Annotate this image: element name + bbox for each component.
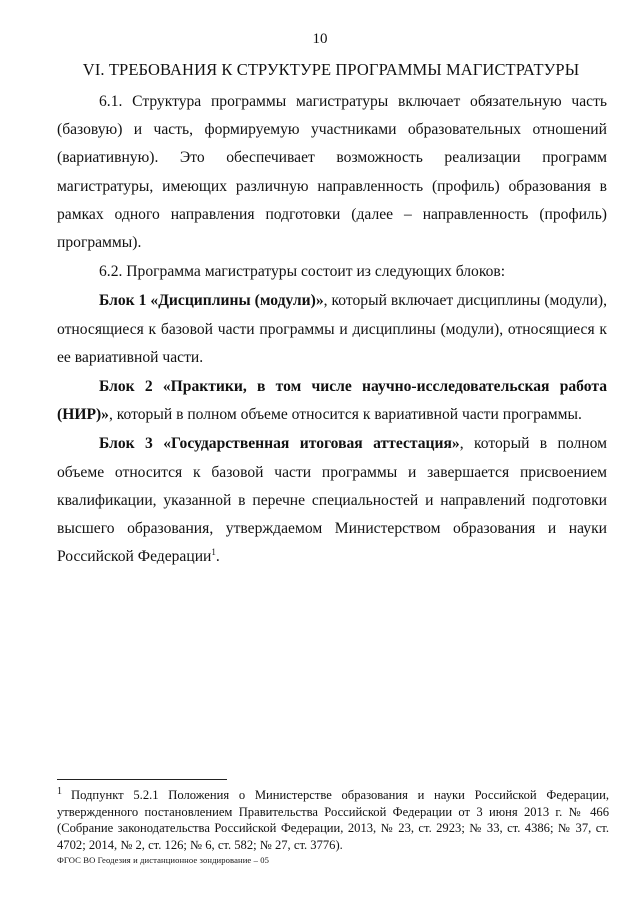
page-number: 10 — [312, 31, 328, 47]
paragraph-block-2 — [57, 373, 607, 429]
body-text — [57, 88, 607, 571]
footnote-reference[interactable]: 1 — [211, 547, 216, 558]
block-2-title: Блок 2 «Практики, в том числе научно-исследовательская работа (НИР)» — [57, 378, 607, 424]
block-2-text: , который в полном объеме относится к вариативной части программы. — [108, 406, 582, 424]
page-footer: ФГОС ВО Геодезия и дистанционное зондирование – 05 — [57, 855, 270, 865]
paragraph-6-2: 6.2. Программа магистратуры состоит из следующих блоков: — [99, 263, 506, 281]
block-3-title: Блок 3 «Государственная итоговая аттестация» — [99, 435, 460, 453]
block-1-text: , который включает дисциплины (модули), относящиеся к базовой части программы и дисциплины (модули), относящиеся к ее вариативной части. — [57, 292, 607, 366]
paragraph-6-1: 6.1. Структура программы магистратуры включает обязательную часть (базовую) и часть, формируемую участниками образовательных отношений (вариативную). Это обеспечивает возможность реализации программ магистратуры, имеющих различную направленность (профиль) образования в рамках одного направления подготовки (далее – направленность (профиль) программы). — [57, 93, 607, 252]
footnote-divider — [57, 779, 227, 780]
block-3-end: . — [215, 548, 220, 566]
block-3-text: , который в полном объеме относится к базовой части программы и завершается присвоением квалификации, указанной в перечне специальностей и направлений подготовки высшего образования, утверждаемом Министерством образования и науки Российской Федерации — [57, 435, 607, 566]
footnote-text: Подпункт 5.2.1 Положения о Министерстве образования и науки Российской Федерации, утвержденного постановлением Правительства Российской Федерации от 3 июня 2013 г. № 466 (Собрание законодательства Российской Федерации, 2013, № 23, ст. 2923; № 33, ст. 4386; № 37, ст. 4702; 2014, № 2, ст. 126; № 6, ст. 582; № 27, ст. 3776). — [57, 788, 609, 852]
paragraph-block-3 — [57, 430, 607, 571]
paragraph-block-1 — [57, 287, 607, 372]
section-heading: VI. ТРЕБОВАНИЯ К СТРУКТУРЕ ПРОГРАММЫ МАГИСТРАТУРЫ — [82, 60, 580, 79]
footnote: 1 Подпункт 5.2.1 Положения о Министерстве образования и науки Российской Федерации, утвержденного постановлением Правительства Российской Федерации от 3 июня 2013 г. № 466 (Собрание законодательства Российской Федерации, 2013, № 23, ст. 2923; № 33, ст. 4386; № 37, ст. 4702; 2014, № 2, ст. 126; № 6, ст. 582; № 27, ст. 3776). — [57, 785, 609, 852]
block-1-title: Блок 1 «Дисциплины (модули)» — [99, 292, 324, 310]
